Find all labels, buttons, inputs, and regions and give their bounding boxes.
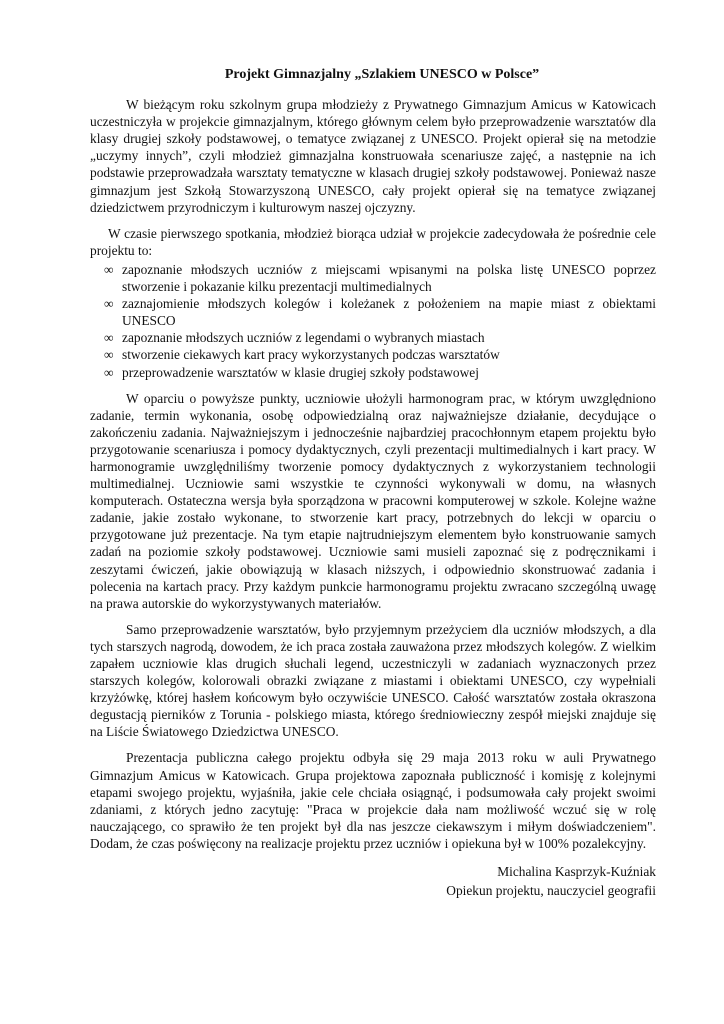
goal-text: zapoznanie młodszych uczniów z legendami o wybranych miastach (122, 330, 485, 346)
goals-list (90, 261, 656, 381)
paragraph-workshops: Samo przeprowadzenie warsztatów, było przyjemnym przeżyciem dla uczniów młodszych, a dla tych starszych nagrodą, dowodem, że ich praca została zauważona przez młodszych kolegów. Z wielkim zapałem uczniowie klas drugich słuchali legend, uczestniczyli w zadaniach wyznaczonych przez starszych kolegów, kolorowali obrazki związane z miastami i obiektami UNESCO, czy wypełniali krzyżówkę, której hasłem końcowym było oczywiście UNESCO. Całość warsztatów została okraszona degustacją pierników z Torunia - polskiego miasta, którego średniowieczny zespół miejski znajduje się na Liście Światowego Dziedzictwa UNESCO. (90, 621, 656, 740)
infinity-bullet-icon: ∞ (104, 364, 114, 380)
signature-name: Michalina Kasprzyk-Kuźniak (497, 864, 656, 880)
infinity-bullet-icon: ∞ (104, 330, 114, 346)
paragraph-intro: W bieżącym roku szkolnym grupa młodzieży z Prywatnego Gimnazjum Amicus w Katowicach uczestniczyła w projekcie gimnazjalnym, którego głównym celem było przeprowadzenie warsztatów dla klasy drugiej szkoły podstawowej, o tematyce związanej z UNESCO. Projekt opierał się na metodzie „uczymy innych”, czyli młodzież gimnazjalna konstruowała scenariusze zajęć, a następnie na ich podstawie przeprowadzała warsztaty tematyczne w klasach drugiej szkoły podstawowej. Ponieważ nasze gimnazjum jest Szkołą Stowarzyszoną UNESCO, cały projekt opierał się na tematyce związanej dziedzictwem przyrodniczym i kulturowym naszej ojczyzny. (90, 97, 656, 215)
goal-text: stworzenie ciekawych kart pracy wykorzystanych podczas warsztatów (122, 347, 500, 363)
goal-text: zaznajomienie młodszych kolegów i koleżanek z położeniem na mapie miast z obiektami UNESCO (122, 296, 656, 329)
list-item (90, 364, 656, 381)
goal-text: przeprowadzenie warsztatów w klasie drugiej szkoły podstawowej (122, 364, 479, 380)
list-item (90, 329, 656, 346)
infinity-bullet-icon: ∞ (104, 347, 114, 363)
paragraph-schedule: W oparciu o powyższe punkty, uczniowie ułożyli harmonogram prac, w którym uwzględniono zadanie, termin wykonania, osobę odpowiedzialną oraz najważniejsze działanie, decydujące o zakończeniu zadania. Najważniejszym i jednocześnie najbardziej pracochłonnym etapem projektu było przygotowanie scenariusza i pomocy dydaktycznych, czyli prezentacji multimedialnych i kart pracy. W harmonogramie uwzględniliśmy tworzenie pomocy dydaktycznych z wykorzystaniem technologii multimedialnej. Uczniowie sami wszystkie te czynności wykonywali w domu, na własnych komputerach. Ostateczna wersja była sporządzona w pracowni komputerowej w szkole. Kolejne ważne zadanie, jakie zostało wykonane, to stworzenie kart pracy, potrzebnych do lekcji w oparciu o przygotowane już prezentacje. Na tym etapie najtrudniejszym elementem było konstruowanie samych zadań na poziomie szkoły podstawowej. Uczniowie sami musieli zapoznać się z podręcznikami i zeszytami ćwiczeń, jakie obowiązują w klasach niższych, i odpowiednio skonstruować zadania i polecenia na kartach pracy. Przy każdym punkcie harmonogramu projektu zwracano szczególną uwagę na prawa autorskie do wykorzystywanych materiałów. (90, 390, 656, 611)
document-body (90, 66, 656, 900)
signature-role: Opiekun projektu, nauczyciel geografii (446, 883, 656, 899)
signature-block (90, 862, 656, 900)
list-item (90, 295, 656, 329)
document-title: Projekt Gimnazjalny „Szlakiem UNESCO w Polsce” (224, 67, 540, 82)
paragraph-goals-intro: W czasie pierwszego spotkania, młodzież biorąca udział w projekcie zadecydowała że pośrednie cele projektu to: (90, 225, 656, 258)
list-item (90, 346, 656, 363)
goal-text: zapoznanie młodszych uczniów z miejscami wpisanymi na polska listę UNESCO poprzez stworzenie i pokazanie kilku prezentacji multimedialnych (122, 261, 656, 295)
infinity-bullet-icon: ∞ (104, 296, 114, 312)
paragraph-presentation: Prezentacja publiczna całego projektu odbyła się 29 maja 2013 roku w auli Prywatnego Gimnazjum Amicus w Katowicach. Grupa projektowa zapoznała publiczność i komisję z kolejnymi etapami swojego projektu, wyjaśniła, jakie cele chciała osiągnąć, i podsumowała cały projekt swoimi zdaniami, z których jedno zacytuję: "Praca w projekcie dała nam możliwość wczuć się w rolę nauczającego, co sprawiło że ten projekt był dla nas jeszcze ciekawszym i miłym doświadczeniem". Dodam, że czas poświęcony na realizacje projektu przez uczniów i opiekuna był w 100% pozalekcyjny. (90, 750, 656, 851)
infinity-bullet-icon: ∞ (104, 261, 114, 277)
list-item (90, 261, 656, 295)
